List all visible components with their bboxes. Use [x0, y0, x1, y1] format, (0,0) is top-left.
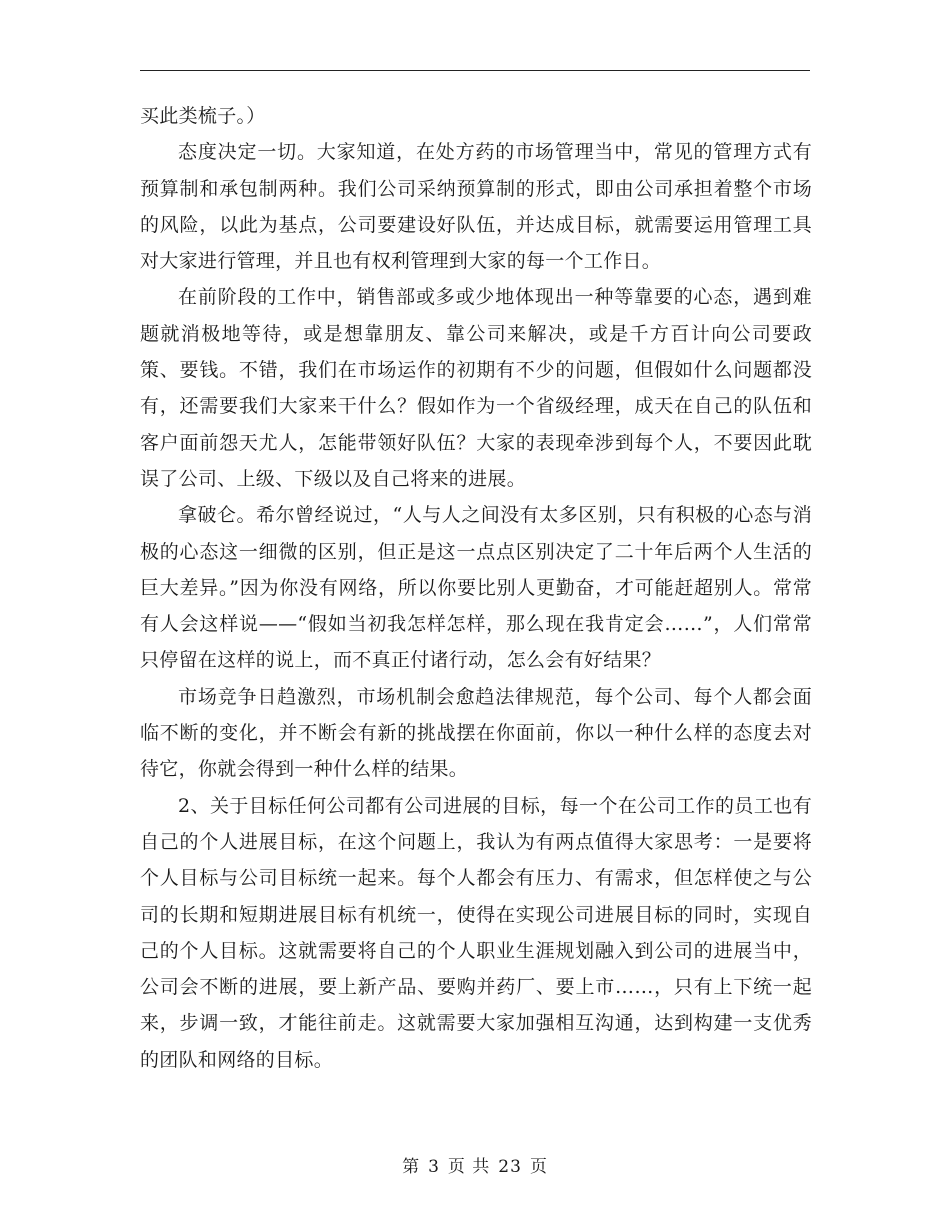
paragraph-6: 2、关于目标任何公司都有公司进展的目标，每一个在公司工作的员工也有自己的个人进展目标，在这个问题上，我认为有两点值得大家思考：一是要将个人目标与公司目标统一起来。每个人都会有压力、有需求，但怎样使之与公司的长期和短期进展目标有机统一，使得在实现公司进展目标的同时，实现自己的个人目标。这就需要将自己的个人职业生涯规划融入到公司的进展当中，公司会不断的进展，要上新产品、要购并药厂、要上市……，只有上下统一起来，步调一致，才能往前走。这就需要大家加强相互沟通，达到构建一支优秀的团队和网络的目标。 [140, 794, 812, 1071]
paragraph-1: 买此类梳子。） [140, 105, 266, 127]
paragraph-4: 拿破仑。希尔曾经说过，“人与人之间没有太多区别，只有积极的心态与消极的心态这一细微的区别，但正是这一点点区别决定了二十年后两个人生活的巨大差异。”因为你没有网络，所以你要比别人更勤奋，才可能赶超别人。常常有人会这样说——“假如当初我怎样怎样，那么现在我肯定会……”，人们常常只停留在这样的说上，而不真正付诸行动，怎么会有好结果？ [140, 504, 812, 672]
footer-total-pages: 23 [498, 1157, 522, 1177]
body-text [140, 98, 812, 1078]
footer-suffix: 页 [529, 1157, 548, 1177]
page-footer [0, 1152, 950, 1177]
paragraph-2: 态度决定一切。大家知道，在处方药的市场管理当中，常见的管理方式有预算制和承包制两种。我们公司采纳预算制的形式，即由公司承担着整个市场的风险，以此为基点，公司要建设好队伍，并达成目标，就需要运用管理工具对大家进行管理，并且也有权利管理到大家的每一个工作日。 [140, 141, 812, 273]
paragraph-5: 市场竞争日趋激烈，市场机制会愈趋法律规范，每个公司、每个人都会面临不断的变化，并不断会有新的挑战摆在你面前，你以一种什么样的态度去对待它，你就会得到一种什么样的结果。 [140, 685, 812, 781]
footer-current-page: 3 [428, 1157, 440, 1177]
paragraph-3: 在前阶段的工作中，销售部或多或少地体现出一种等靠要的心态，遇到难题就消极地等待，或是想靠朋友、靠公司来解决，或是千方百计向公司要政策、要钱。不错，我们在市场运作的初期有不少的问题，但假如什么问题都没有，还需要我们大家来干什么？假如作为一个省级经理，成天在自己的队伍和客户面前怨天尤人，怎能带领好队伍？大家的表现牵涉到每个人，不要因此耽误了公司、上级、下级以及自己将来的进展。 [140, 286, 812, 490]
header-divider [140, 70, 810, 71]
footer-middle: 页 共 [447, 1157, 491, 1177]
footer-prefix: 第 [402, 1157, 421, 1177]
